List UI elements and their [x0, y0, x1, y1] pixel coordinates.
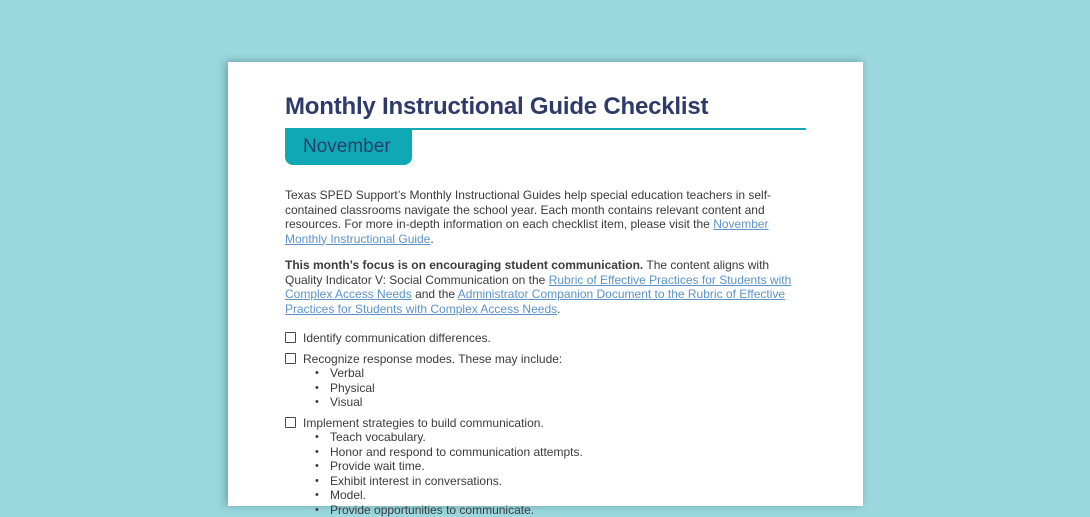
focus-text-1: The content aligns with Quality Indicator V: Social Communication on the: [285, 258, 769, 287]
checklist-item: [285, 352, 806, 410]
sub-item: • Honor and respond to communication attempts.: [285, 445, 806, 460]
sub-item: • Visual: [285, 395, 806, 410]
checklist-item-label: Implement strategies to build communication.: [303, 416, 544, 431]
checklist-item-label: Recognize response modes. These may include:: [303, 352, 562, 367]
checkbox[interactable]: [285, 417, 296, 428]
focus-text-2: and the: [412, 287, 458, 301]
month-badge: November: [285, 128, 412, 165]
document-content: [228, 62, 863, 517]
link-rubric[interactable]: Rubric of Effective Practices for Students with Complex Access Needs: [285, 273, 791, 302]
checklist: [285, 331, 806, 517]
document-page: [228, 62, 863, 506]
sub-item-list: [285, 366, 806, 410]
checklist-item-label: Identify communication differences.: [303, 331, 491, 346]
focus-statement: This month’s focus is on encouraging student communication.: [285, 258, 643, 272]
sub-item: • Teach vocabulary.: [285, 430, 806, 445]
sub-item: • Exhibit interest in conversations.: [285, 474, 806, 489]
checkbox[interactable]: [285, 332, 296, 343]
sub-item: • Verbal: [285, 366, 806, 381]
sub-item: • Provide wait time.: [285, 459, 806, 474]
intro-text: Texas SPED Support’s Monthly Instructional Guides help special education teachers in self-contained classrooms navigate the school year. Each month contains relevant content and resources. For more in-depth information on each checklist item, please visit the: [285, 188, 771, 231]
focus-text-3: .: [557, 302, 560, 316]
checkbox[interactable]: [285, 353, 296, 364]
title-divider: [285, 128, 806, 130]
focus-paragraph: [285, 258, 806, 316]
page-title: Monthly Instructional Guide Checklist: [285, 92, 806, 121]
sub-item: • Model.: [285, 488, 806, 503]
intro-paragraph: [285, 188, 806, 246]
sub-item: • Provide opportunities to communicate.: [285, 503, 806, 517]
sub-item-list: [285, 430, 806, 517]
intro-text-end: .: [430, 232, 433, 246]
checklist-item: [285, 416, 806, 517]
link-admin-companion[interactable]: Administrator Companion Document to the Rubric of Effective Practices for Students with Complex Access Needs: [285, 287, 785, 316]
link-november-guide[interactable]: November Monthly Instructional Guide: [285, 217, 769, 246]
checklist-item: [285, 331, 806, 346]
sub-item: • Physical: [285, 381, 806, 396]
